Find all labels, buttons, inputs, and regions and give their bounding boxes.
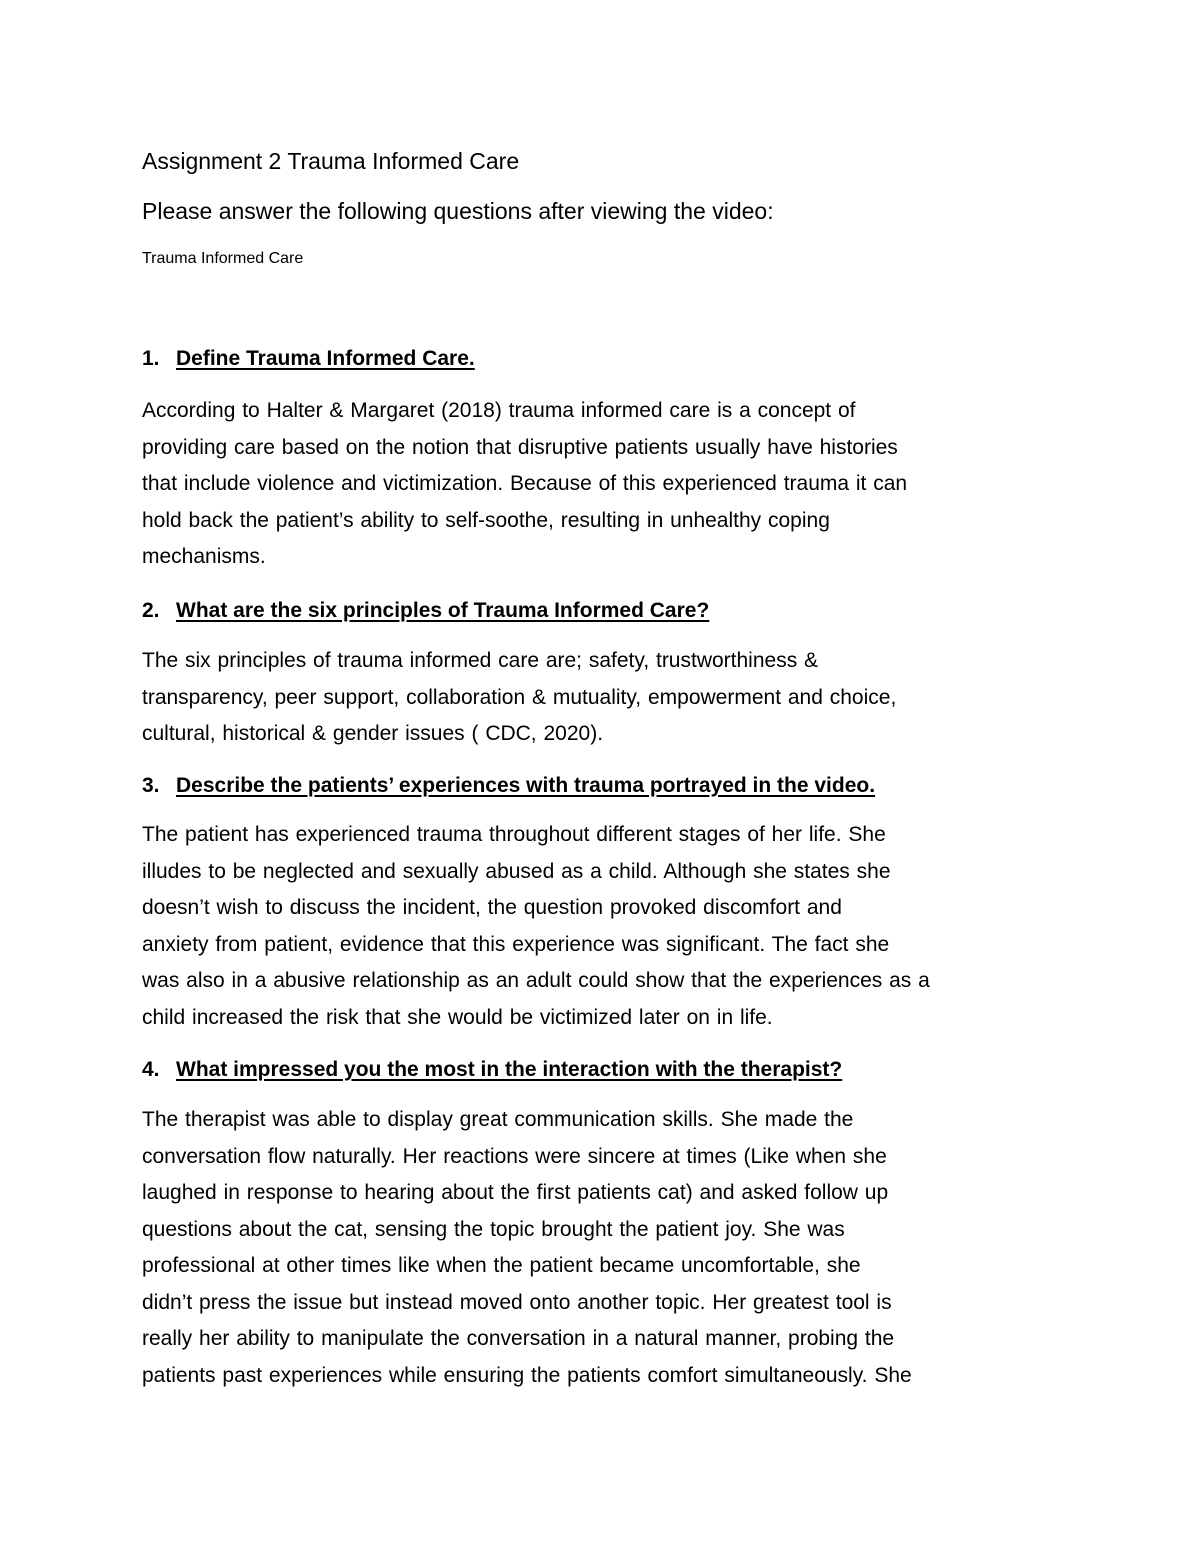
answer-line: The therapist was able to display great communication skills. She made the — [142, 1108, 854, 1131]
answer-line: providing care based on the notion that disruptive patients usually have histories — [142, 435, 898, 459]
answer-line: really her ability to manipulate the conversation in a natural manner, probing the — [142, 1327, 895, 1350]
question-4 — [142, 1055, 842, 1085]
question-number: 2. — [142, 599, 160, 622]
question-number: 4. — [142, 1058, 160, 1081]
answer-line: transparency, peer support, collaboration & mutuality, empowerment and choice, — [142, 685, 897, 709]
document-title: Assignment 2 Trauma Informed Care — [142, 148, 520, 174]
answer-4 — [142, 1102, 1062, 1394]
instructions-text: Please answer the following questions after viewing the video: — [142, 198, 774, 224]
answer-line: conversation flow naturally. Her reactions were sincere at times (Like when she — [142, 1144, 887, 1168]
answer-line: hold back the patient’s ability to self-soothe, resulting in unhealthy coping — [142, 508, 830, 532]
question-1 — [142, 344, 475, 374]
answer-2 — [142, 643, 1062, 753]
answer-line: anxiety from patient, evidence that this experience was significant. The fact she — [142, 932, 890, 956]
answer-line: According to Halter & Margaret (2018) trauma informed care is a concept of — [142, 399, 856, 422]
video-title: Trauma Informed Care — [142, 250, 304, 267]
question-number: 3. — [142, 774, 160, 797]
question-3 — [142, 771, 875, 801]
answer-line: doesn’t wish to discuss the incident, the question provoked discomfort and — [142, 896, 842, 919]
answer-line: child increased the risk that she would be victimized later on in life. — [142, 1005, 773, 1029]
answer-line: was also in a abusive relationship as an adult could show that the experiences as a — [142, 969, 930, 992]
answer-line: mechanisms. — [142, 545, 266, 568]
question-number: 1. — [142, 347, 160, 370]
answer-line: didn’t press the issue but instead moved onto another topic. Her greatest tool is — [142, 1290, 892, 1314]
answer-line: professional at other times like when the patient became uncomfortable, she — [142, 1254, 861, 1277]
question-text: What are the six principles of Trauma Informed Care? — [176, 599, 710, 622]
answer-line: laughed in response to hearing about the first patients cat) and asked follow up — [142, 1181, 889, 1204]
answer-line: questions about the cat, sensing the topic brought the patient joy. She was — [142, 1217, 845, 1241]
answer-line: The patient has experienced trauma throughout different stages of her life. She — [142, 823, 886, 846]
question-text: Define Trauma Informed Care. — [176, 347, 475, 370]
answer-line: cultural, historical & gender issues ( CDC, 2020). — [142, 722, 604, 745]
question-2 — [142, 596, 709, 626]
question-text: Describe the patients’ experiences with trauma portrayed in the video. — [176, 774, 876, 797]
answer-line: The six principles of trauma informed care are; safety, trustworthiness & — [142, 649, 819, 672]
answer-line: patients past experiences while ensuring the patients comfort simultaneously. She — [142, 1363, 912, 1387]
answer-line: that include violence and victimization. Because of this experienced trauma it can — [142, 472, 908, 495]
answer-line: illudes to be neglected and sexually abused as a child. Although she states she — [142, 859, 891, 883]
answer-3 — [142, 817, 1062, 1036]
answer-1 — [142, 393, 1062, 576]
question-text: What impressed you the most in the interaction with the therapist? — [176, 1058, 843, 1081]
